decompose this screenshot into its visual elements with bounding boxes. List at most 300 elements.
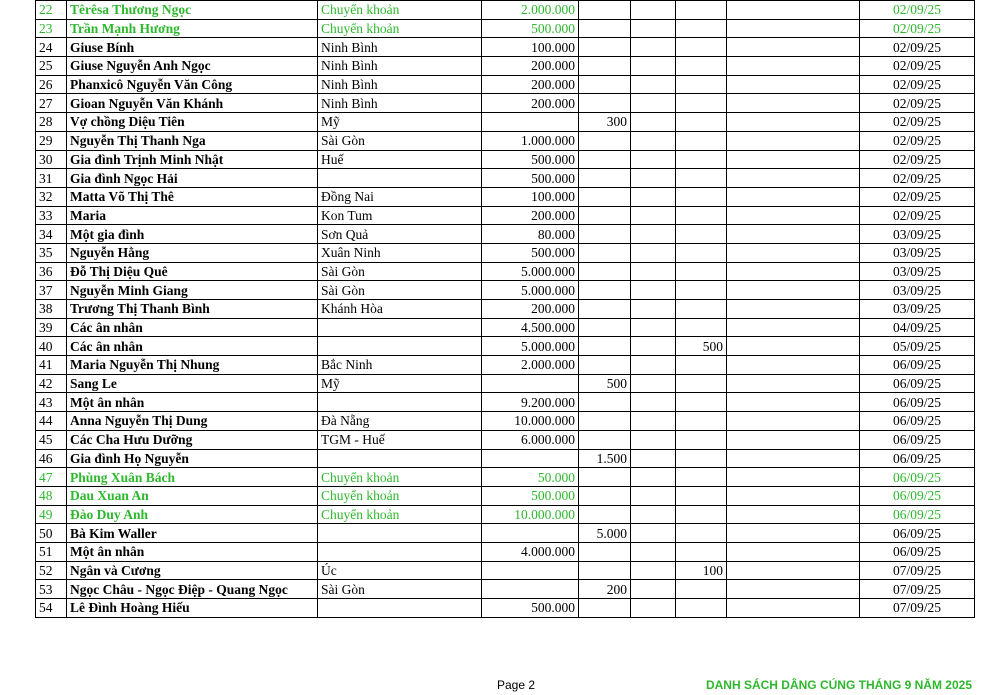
donation-date: 06/09/25 — [860, 486, 975, 505]
donation-date: 03/09/25 — [860, 262, 975, 281]
row-number: 34 — [36, 225, 67, 244]
row-number: 50 — [36, 524, 67, 543]
amount-vnd — [482, 580, 579, 599]
empty-cell — [631, 131, 676, 150]
donation-date: 03/09/25 — [860, 243, 975, 262]
row-number: 40 — [36, 337, 67, 356]
amount-vnd: 200.000 — [482, 300, 579, 319]
donor-location: Sài Gòn — [318, 580, 482, 599]
amount-eur — [676, 243, 727, 262]
empty-cell — [631, 113, 676, 132]
amount-vnd: 200.000 — [482, 75, 579, 94]
donor-location — [318, 449, 482, 468]
amount-vnd: 5.000.000 — [482, 281, 579, 300]
row-number: 27 — [36, 94, 67, 113]
empty-cell — [631, 599, 676, 618]
donation-date: 06/09/25 — [860, 412, 975, 431]
amount-usd — [579, 94, 631, 113]
row-number: 39 — [36, 318, 67, 337]
amount-eur — [676, 262, 727, 281]
table-row — [36, 449, 975, 468]
donor-location: Ninh Bình — [318, 94, 482, 113]
amount-eur — [676, 300, 727, 319]
amount-eur — [676, 57, 727, 76]
amount-eur — [676, 524, 727, 543]
row-number: 23 — [36, 19, 67, 38]
donor-name: Vợ chồng Diệu Tiên — [67, 113, 318, 132]
amount-eur — [676, 1, 727, 20]
donation-date: 02/09/25 — [860, 206, 975, 225]
donation-date: 02/09/25 — [860, 94, 975, 113]
donation-date: 06/09/25 — [860, 524, 975, 543]
row-number: 53 — [36, 580, 67, 599]
amount-vnd: 500.000 — [482, 486, 579, 505]
amount-vnd: 500.000 — [482, 19, 579, 38]
row-number: 26 — [36, 75, 67, 94]
donor-name: Nguyễn Minh Giang — [67, 281, 318, 300]
row-number: 43 — [36, 393, 67, 412]
donor-location: Huế — [318, 150, 482, 169]
empty-cell — [631, 57, 676, 76]
empty-cell — [727, 524, 860, 543]
amount-vnd: 4.500.000 — [482, 318, 579, 337]
amount-usd — [579, 19, 631, 38]
table-row — [36, 412, 975, 431]
donor-location: Sài Gòn — [318, 281, 482, 300]
donor-location: Sài Gòn — [318, 131, 482, 150]
donor-name: Gioan Nguyễn Văn Khánh — [67, 94, 318, 113]
donor-location — [318, 524, 482, 543]
amount-vnd: 80.000 — [482, 225, 579, 244]
amount-vnd: 500.000 — [482, 243, 579, 262]
donation-date: 06/09/25 — [860, 356, 975, 375]
donor-location: Chuyển khoản — [318, 19, 482, 38]
empty-cell — [631, 337, 676, 356]
empty-cell — [631, 468, 676, 487]
donation-date: 02/09/25 — [860, 1, 975, 20]
amount-vnd: 200.000 — [482, 57, 579, 76]
amount-vnd — [482, 524, 579, 543]
table-row — [36, 318, 975, 337]
empty-cell — [727, 38, 860, 57]
table-row — [36, 300, 975, 319]
amount-vnd: 100.000 — [482, 38, 579, 57]
amount-usd — [579, 412, 631, 431]
amount-eur — [676, 19, 727, 38]
donor-location: Chuyển khoản — [318, 1, 482, 20]
donation-date: 06/09/25 — [860, 430, 975, 449]
table-row — [36, 169, 975, 188]
donor-location: Sơn Quả — [318, 225, 482, 244]
donor-name: Giuse Nguyễn Anh Ngọc — [67, 57, 318, 76]
amount-usd — [579, 262, 631, 281]
row-number: 44 — [36, 412, 67, 431]
row-number: 54 — [36, 599, 67, 618]
empty-cell — [631, 150, 676, 169]
amount-eur — [676, 206, 727, 225]
empty-cell — [727, 318, 860, 337]
empty-cell — [631, 38, 676, 57]
amount-vnd: 2.000.000 — [482, 356, 579, 375]
table-row — [36, 225, 975, 244]
donor-name: Ngân và Cương — [67, 561, 318, 580]
empty-cell — [727, 187, 860, 206]
donor-location: Xuân Ninh — [318, 243, 482, 262]
donation-date: 02/09/25 — [860, 75, 975, 94]
row-number: 25 — [36, 57, 67, 76]
table-row — [36, 187, 975, 206]
amount-usd — [579, 542, 631, 561]
donor-name: Một ân nhân — [67, 393, 318, 412]
donation-date: 02/09/25 — [860, 169, 975, 188]
amount-eur — [676, 187, 727, 206]
donor-name: Sang Le — [67, 374, 318, 393]
empty-cell — [727, 300, 860, 319]
empty-cell — [631, 187, 676, 206]
amount-usd — [579, 561, 631, 580]
amount-usd — [579, 300, 631, 319]
donor-name: Nguyễn Hằng — [67, 243, 318, 262]
table-row — [36, 524, 975, 543]
empty-cell — [727, 393, 860, 412]
table-row — [36, 113, 975, 132]
row-number: 38 — [36, 300, 67, 319]
donor-name: Ngọc Châu - Ngọc Điệp - Quang Ngọc — [67, 580, 318, 599]
empty-cell — [727, 486, 860, 505]
empty-cell — [631, 374, 676, 393]
amount-eur — [676, 449, 727, 468]
amount-usd — [579, 599, 631, 618]
empty-cell — [727, 505, 860, 524]
empty-cell — [631, 1, 676, 20]
donation-date: 07/09/25 — [860, 599, 975, 618]
donor-location — [318, 337, 482, 356]
amount-eur — [676, 318, 727, 337]
empty-cell — [631, 300, 676, 319]
donation-date: 03/09/25 — [860, 225, 975, 244]
amount-usd — [579, 243, 631, 262]
row-number: 33 — [36, 206, 67, 225]
donation-date: 02/09/25 — [860, 38, 975, 57]
donor-name: Các ân nhân — [67, 318, 318, 337]
empty-cell — [727, 374, 860, 393]
amount-eur — [676, 356, 727, 375]
document-title: DANH SÁCH DÂNG CÚNG THÁNG 9 NĂM 2025 — [705, 678, 972, 692]
row-number: 24 — [36, 38, 67, 57]
amount-usd — [579, 150, 631, 169]
donor-name: Matta Võ Thị Thê — [67, 187, 318, 206]
row-number: 30 — [36, 150, 67, 169]
table-row — [36, 542, 975, 561]
empty-cell — [727, 169, 860, 188]
row-number: 45 — [36, 430, 67, 449]
empty-cell — [727, 131, 860, 150]
donor-name: Maria Nguyễn Thị Nhung — [67, 356, 318, 375]
row-number: 46 — [36, 449, 67, 468]
donor-name: Têrêsa Thương Ngọc — [67, 1, 318, 20]
row-number: 47 — [36, 468, 67, 487]
amount-eur — [676, 94, 727, 113]
empty-cell — [727, 113, 860, 132]
amount-vnd — [482, 113, 579, 132]
donor-location: Mỹ — [318, 113, 482, 132]
table-row — [36, 57, 975, 76]
donor-name: Đào Duy Anh — [67, 505, 318, 524]
empty-cell — [631, 486, 676, 505]
amount-vnd: 5.000.000 — [482, 337, 579, 356]
empty-cell — [727, 94, 860, 113]
empty-cell — [727, 449, 860, 468]
amount-eur — [676, 542, 727, 561]
amount-usd — [579, 131, 631, 150]
donor-name: Gia đình Trịnh Minh Nhật — [67, 150, 318, 169]
amount-usd: 500 — [579, 374, 631, 393]
donor-location: Ninh Bình — [318, 57, 482, 76]
donor-name: Các Cha Hưu Dưỡng — [67, 430, 318, 449]
empty-cell — [727, 599, 860, 618]
donor-name: Phanxicô Nguyễn Văn Công — [67, 75, 318, 94]
table-row — [36, 131, 975, 150]
donor-location: Sài Gòn — [318, 262, 482, 281]
amount-vnd: 100.000 — [482, 187, 579, 206]
donor-location: Úc — [318, 561, 482, 580]
empty-cell — [727, 580, 860, 599]
empty-cell — [727, 337, 860, 356]
donor-name: Gia đình Ngọc Hải — [67, 169, 318, 188]
donor-name: Anna Nguyễn Thị Dung — [67, 412, 318, 431]
donor-name: Phùng Xuân Bách — [67, 468, 318, 487]
donor-location: Chuyển khoản — [318, 505, 482, 524]
amount-vnd — [482, 561, 579, 580]
donor-location: TGM - Huế — [318, 430, 482, 449]
empty-cell — [727, 542, 860, 561]
donor-name: Đỗ Thị Diệu Quê — [67, 262, 318, 281]
amount-usd — [579, 337, 631, 356]
page-number: Page 2 — [497, 678, 536, 692]
donation-date: 03/09/25 — [860, 300, 975, 319]
row-number: 51 — [36, 542, 67, 561]
amount-eur — [676, 468, 727, 487]
amount-usd — [579, 486, 631, 505]
amount-vnd: 6.000.000 — [482, 430, 579, 449]
amount-usd — [579, 1, 631, 20]
empty-cell — [727, 561, 860, 580]
table-row — [36, 337, 975, 356]
amount-vnd: 2.000.000 — [482, 1, 579, 20]
row-number: 36 — [36, 262, 67, 281]
table-row — [36, 356, 975, 375]
amount-eur — [676, 393, 727, 412]
empty-cell — [631, 243, 676, 262]
empty-cell — [631, 393, 676, 412]
table-row — [36, 94, 975, 113]
donor-location — [318, 318, 482, 337]
row-number: 29 — [36, 131, 67, 150]
empty-cell — [727, 225, 860, 244]
row-number: 41 — [36, 356, 67, 375]
amount-usd — [579, 187, 631, 206]
row-number: 35 — [36, 243, 67, 262]
amount-usd — [579, 468, 631, 487]
table-row — [36, 262, 975, 281]
donation-table-body — [36, 1, 975, 618]
donor-name: Các ân nhân — [67, 337, 318, 356]
amount-vnd: 10.000.000 — [482, 505, 579, 524]
amount-eur — [676, 150, 727, 169]
table-row — [36, 374, 975, 393]
donation-date: 06/09/25 — [860, 374, 975, 393]
donor-name: Trương Thị Thanh Bình — [67, 300, 318, 319]
donation-table — [35, 0, 975, 618]
amount-usd — [579, 430, 631, 449]
empty-cell — [727, 206, 860, 225]
amount-usd — [579, 75, 631, 94]
row-number: 49 — [36, 505, 67, 524]
table-row — [36, 38, 975, 57]
amount-eur — [676, 281, 727, 300]
donor-name: Dau Xuan An — [67, 486, 318, 505]
empty-cell — [727, 75, 860, 94]
amount-eur — [676, 505, 727, 524]
table-row — [36, 468, 975, 487]
table-row — [36, 150, 975, 169]
row-number: 28 — [36, 113, 67, 132]
empty-cell — [631, 561, 676, 580]
table-row — [36, 1, 975, 20]
empty-cell — [631, 580, 676, 599]
amount-eur — [676, 131, 727, 150]
amount-usd — [579, 38, 631, 57]
donor-name: Lê Đình Hoàng Hiếu — [67, 599, 318, 618]
row-number: 48 — [36, 486, 67, 505]
table-row — [36, 206, 975, 225]
amount-vnd: 500.000 — [482, 599, 579, 618]
empty-cell — [631, 430, 676, 449]
empty-cell — [631, 412, 676, 431]
table-row — [36, 243, 975, 262]
amount-usd — [579, 318, 631, 337]
row-number: 52 — [36, 561, 67, 580]
donor-name: Maria — [67, 206, 318, 225]
empty-cell — [631, 206, 676, 225]
table-row — [36, 580, 975, 599]
amount-vnd: 5.000.000 — [482, 262, 579, 281]
donation-date: 02/09/25 — [860, 57, 975, 76]
amount-vnd: 4.000.000 — [482, 542, 579, 561]
donor-name: Giuse Bính — [67, 38, 318, 57]
amount-eur — [676, 169, 727, 188]
donor-location: Khánh Hòa — [318, 300, 482, 319]
donor-location: Đồng Nai — [318, 187, 482, 206]
donation-date: 02/09/25 — [860, 131, 975, 150]
amount-vnd: 500.000 — [482, 150, 579, 169]
empty-cell — [727, 1, 860, 20]
donation-date: 02/09/25 — [860, 19, 975, 38]
empty-cell — [631, 318, 676, 337]
amount-eur: 100 — [676, 561, 727, 580]
amount-usd — [579, 225, 631, 244]
donation-date: 02/09/25 — [860, 187, 975, 206]
empty-cell — [631, 225, 676, 244]
donor-location: Ninh Bình — [318, 75, 482, 94]
amount-eur — [676, 374, 727, 393]
empty-cell — [631, 356, 676, 375]
table-row — [36, 393, 975, 412]
donor-location: Ninh Bình — [318, 38, 482, 57]
empty-cell — [727, 57, 860, 76]
empty-cell — [727, 243, 860, 262]
amount-usd — [579, 281, 631, 300]
empty-cell — [727, 19, 860, 38]
amount-usd: 200 — [579, 580, 631, 599]
amount-vnd: 9.200.000 — [482, 393, 579, 412]
amount-eur — [676, 412, 727, 431]
donor-location: Bắc Ninh — [318, 356, 482, 375]
empty-cell — [727, 262, 860, 281]
amount-vnd: 1.000.000 — [482, 131, 579, 150]
amount-vnd: 10.000.000 — [482, 412, 579, 431]
amount-vnd: 50.000 — [482, 468, 579, 487]
empty-cell — [631, 262, 676, 281]
donor-name: Một gia đình — [67, 225, 318, 244]
empty-cell — [631, 169, 676, 188]
donor-location — [318, 393, 482, 412]
table-row — [36, 599, 975, 618]
donor-location: Mỹ — [318, 374, 482, 393]
table-row — [36, 505, 975, 524]
donation-date: 02/09/25 — [860, 113, 975, 132]
amount-eur — [676, 599, 727, 618]
donor-location — [318, 599, 482, 618]
empty-cell — [631, 542, 676, 561]
donor-location — [318, 542, 482, 561]
donation-date: 06/09/25 — [860, 468, 975, 487]
empty-cell — [727, 356, 860, 375]
donation-date: 06/09/25 — [860, 393, 975, 412]
donation-date: 07/09/25 — [860, 561, 975, 580]
amount-eur — [676, 38, 727, 57]
donor-name: Một ân nhân — [67, 542, 318, 561]
donor-location: Kon Tum — [318, 206, 482, 225]
empty-cell — [631, 449, 676, 468]
amount-eur — [676, 75, 727, 94]
table-row — [36, 430, 975, 449]
donor-name: Gia đình Họ Nguyễn — [67, 449, 318, 468]
donation-date: 07/09/25 — [860, 580, 975, 599]
amount-usd: 300 — [579, 113, 631, 132]
empty-cell — [727, 430, 860, 449]
empty-cell — [631, 75, 676, 94]
row-number: 37 — [36, 281, 67, 300]
empty-cell — [631, 281, 676, 300]
donor-name: Trần Mạnh Hương — [67, 19, 318, 38]
donor-location: Đà Nẵng — [318, 412, 482, 431]
amount-eur — [676, 225, 727, 244]
empty-cell — [727, 412, 860, 431]
donation-date: 06/09/25 — [860, 449, 975, 468]
donor-location: Chuyển khoản — [318, 486, 482, 505]
amount-usd — [579, 356, 631, 375]
amount-vnd: 500.000 — [482, 169, 579, 188]
amount-usd: 5.000 — [579, 524, 631, 543]
amount-vnd — [482, 374, 579, 393]
amount-eur: 500 — [676, 337, 727, 356]
donation-date: 04/09/25 — [860, 318, 975, 337]
donor-location — [318, 169, 482, 188]
amount-eur — [676, 580, 727, 599]
empty-cell — [631, 524, 676, 543]
row-number: 31 — [36, 169, 67, 188]
